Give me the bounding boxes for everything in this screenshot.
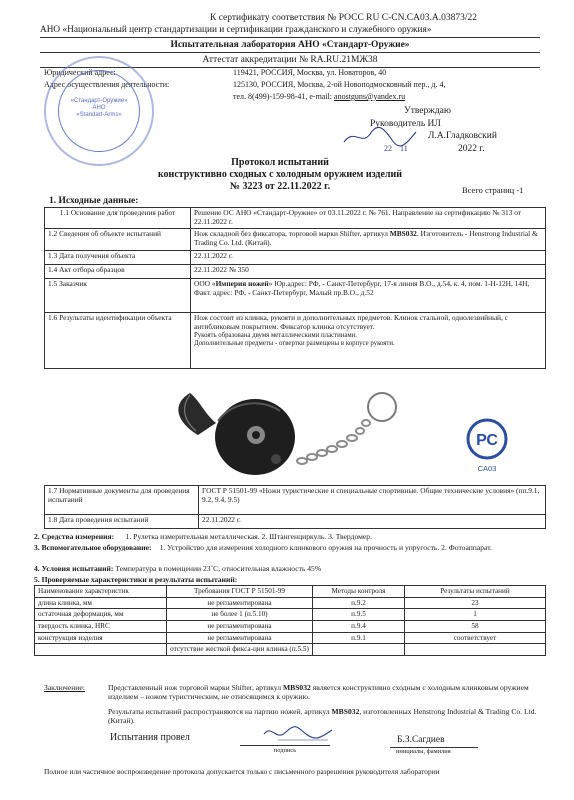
stamp-line-2: АНО <box>92 104 106 111</box>
approver-signature <box>340 124 420 150</box>
contacts-email[interactable]: anostguns@yandex.ru <box>334 92 406 101</box>
section5-heading: 5. Проверяемые характеристики и результаты испытаний: <box>34 575 238 584</box>
table-row <box>45 278 546 312</box>
section4 <box>34 564 544 573</box>
row-value <box>191 312 546 368</box>
row-label: 1.5 Заказчик <box>45 278 191 312</box>
stamp-line-1: «Стандарт-Оружие» <box>70 98 128 104</box>
row-value <box>191 278 546 312</box>
table-row <box>35 644 546 656</box>
cell: не регламентирована <box>167 632 313 644</box>
legal-address-value: 119421, РОССИЯ, Москва, ул. Новаторов, 40 <box>233 68 387 77</box>
section3-label: 3. Вспомогательное оборудование: <box>34 543 152 552</box>
table-row <box>35 620 546 632</box>
row-value <box>191 228 546 250</box>
cell: твердость клинка, HRC <box>35 620 167 632</box>
section3-value: 1. Устройство для измерения холодного клинкового оружия на прочность и упругость. 2. Фотоаппарат. <box>159 543 492 552</box>
table-row <box>35 609 546 621</box>
certificate-line: К сертификату соответствия № РОСС RU C-CN.CA03.A.03873/22 <box>210 13 477 23</box>
row-value: 22.11.2022 № 350 <box>191 264 546 278</box>
source-data-table <box>44 207 546 369</box>
stamp-line-3: «Standart-Arms» <box>76 111 122 118</box>
table-row <box>45 515 546 529</box>
table-row <box>45 208 546 229</box>
row-value: Решение ОС АНО «Стандарт-Оружие» от 03.11.2022 г. № 761. Направление на сертификацию № 313 от 22.11.2022 г. <box>191 208 546 229</box>
protocol-title: Протокол испытаний <box>231 157 329 168</box>
cell: длина клинка, мм <box>35 597 167 609</box>
approval-date <box>384 144 408 154</box>
cell: п.9.2 <box>313 597 405 609</box>
table-row <box>45 250 546 264</box>
cell: не регламентирована <box>167 620 313 632</box>
row-label: 1.3 Дата получения объекта <box>45 250 191 264</box>
cell: п.9.5 <box>313 609 405 621</box>
legal-address-label: Юридический адрес: <box>44 68 116 77</box>
row-label: 1.8 Дата проведения испытаний <box>45 515 199 529</box>
table-row <box>45 264 546 278</box>
footer-note: Полное или частичное воспроизведение протокола допускается только с письменного разрешения руководителя лаборатории <box>44 767 440 776</box>
lab-line: Испытательная лаборатория АНО «Стандарт-Оружие» <box>40 40 540 53</box>
contacts <box>233 92 405 102</box>
normative-table <box>44 485 546 529</box>
signature-line <box>240 745 330 746</box>
table-row <box>45 228 546 250</box>
identification-extras: Дополнительные предметы - отвертки размещены в корпусе рукояти. <box>194 339 395 347</box>
cell: отсутствие жесткой фикса-ции клинка (п.5.5) <box>167 644 313 656</box>
row-label: 1.7 Нормативные документы для проведения испытаний <box>45 486 199 515</box>
org-line: АНО «Национальный центр стандартизации и сертификации гражданского и служебного оружия» <box>40 25 540 38</box>
section3 <box>34 543 544 552</box>
row-value: ГОСТ Р 51501-99 «Ножи туристические и специальные спортивные. Общие технические условия» (пп.9.1, 9.2, 9.4, 9.5) <box>199 486 546 515</box>
conclusion-article: MBS032 <box>282 683 311 692</box>
section2-label: 2. Средства измерения: <box>34 532 115 541</box>
table-header-row <box>35 586 546 598</box>
table-row <box>45 486 546 515</box>
conclusion-article-2: MBS032 <box>331 707 360 716</box>
cell <box>35 644 167 656</box>
conclusion-text2-suffix: , изготовленных Henstrong Industrial & Trading Co. Ltd. (Китай). <box>108 707 537 726</box>
object-suffix: . Изготовитель - Henstrong Industrial & Trading Co. Ltd. (Китай). <box>194 228 538 247</box>
accreditation: Аттестат аккредитации № RA.RU.21МЖ38 <box>40 55 540 68</box>
tester-signature <box>258 720 338 746</box>
object-prefix: Нож складной без фиксатора, торговой марки Shifter, артикул <box>194 228 390 238</box>
conclusion-text <box>108 683 544 701</box>
activity-address-value: 125130, РОССИЯ, Москва, 2-ой Новоподмосковный пер., д. 4, <box>233 80 446 89</box>
performed-by-label: Испытания провел <box>110 732 190 743</box>
column-header: Наименование характеристик <box>35 586 167 598</box>
pages-count: Всего страниц -1 <box>462 185 524 195</box>
approver-name: Л.А.Гладковский <box>428 131 497 141</box>
section1-heading: 1. Исходные данные: <box>49 196 139 206</box>
customer-name: Империя ножей <box>215 278 269 288</box>
protocol-subtitle: конструктивно сходных с холодным оружием изделий <box>157 169 403 180</box>
cell <box>313 644 405 656</box>
tester-name: Б.З.Сагдиев <box>397 735 445 745</box>
conclusion-label: Заключение: <box>44 683 85 692</box>
certification-mark <box>462 417 512 475</box>
stamp-text <box>64 98 134 119</box>
row-value: 22.11.2022 г. <box>191 250 546 264</box>
cell: остаточная деформация, мм <box>35 609 167 621</box>
knife-photo <box>160 383 400 483</box>
cell: п.9.1 <box>313 632 405 644</box>
column-header: Методы контроля <box>313 586 405 598</box>
signature-caption: подпись <box>273 747 297 754</box>
name-caption: инициалы, фамилия <box>396 748 451 755</box>
cell: 23 <box>405 597 546 609</box>
conclusion-text1-suffix: является конструктивно сходным с холодным клинковым оружием изделием – ножом туристическим, не относящимся к оружию. <box>108 683 529 702</box>
cell: не регламентирована <box>167 597 313 609</box>
object-article: MBS032 <box>389 228 417 238</box>
cell: 1 <box>405 609 546 621</box>
section2-value: 1. Рулетка измерительная металлическая. 2. Штангенциркуль. 3. Твердомер. <box>125 532 372 541</box>
column-header: Результаты испытаний <box>405 586 546 598</box>
svg-text:РС: РС <box>476 432 498 449</box>
results-table <box>34 585 546 656</box>
section2 <box>34 532 544 541</box>
protocol-number: № 3223 от 22.11.2022 г. <box>229 181 331 192</box>
table-row <box>35 632 546 644</box>
row-label: 1.4 Акт отбора образцов <box>45 264 191 278</box>
conclusion-text2-prefix: Результаты испытаний распространяются на партию ножей, артикул <box>108 707 332 716</box>
row-label: 1.2 Сведения об объекте испытаний <box>45 228 191 250</box>
certification-mark-code: CA03 <box>477 463 497 473</box>
section4-value: Температура в помещении 23˚С, относительная влажность 45% <box>115 564 322 573</box>
row-label: 1.6 Результаты идентификации объекта <box>45 312 191 368</box>
cell: п.9.4 <box>313 620 405 632</box>
cell: конструкция изделия <box>35 632 167 644</box>
section4-label: 4. Условия испытаний: <box>34 564 114 573</box>
activity-address-label: Адрес осуществления деятельности: <box>44 80 170 89</box>
customer-address: » Юр.адрес: РФ, - Санкт-Петербург, 17-я линия В.О., д.54, к. 4, пом. 1-Н-12Н, 14Н, Факт. адрес: РФ, - Санкт-Петербург, Малый пр.В.О., д.52 <box>194 278 530 297</box>
approval-month: 11 <box>400 144 408 153</box>
approval-day: 22 <box>384 144 392 153</box>
row-label: 1.1 Основание для проведения работ <box>45 208 191 229</box>
cell: не более 1 (п.5.10) <box>167 609 313 621</box>
table-row <box>45 312 546 368</box>
cell: соответствует <box>405 632 546 644</box>
identification-handle: Рукоять образована двумя металлическими пластинами. <box>194 331 358 339</box>
table-row <box>35 597 546 609</box>
column-header: Требования ГОСТ Р 51501-99 <box>167 586 313 598</box>
conclusion-text1-prefix: Представленный нож торговой марки Shifter, артикул <box>108 683 283 692</box>
approval-year: 2022 г. <box>458 144 485 154</box>
contacts-phone: тел. 8(499)-159-98-41, e-mail: <box>233 92 335 101</box>
cell <box>405 644 546 656</box>
approved-label: Утверждаю <box>404 106 451 116</box>
cell: 58 <box>405 620 546 632</box>
approver-role: Руководитель ИЛ <box>370 119 441 129</box>
identification-text: Нож состоит из клинка, рукояти и дополнительных предметов. Клинок стальной, однолезвийный, с антибликовым покрытием. Фиксатор клинка отсутствует. <box>194 312 508 331</box>
customer-prefix: ООО « <box>194 278 216 288</box>
row-value: 22.11.2022 г. <box>199 515 546 529</box>
